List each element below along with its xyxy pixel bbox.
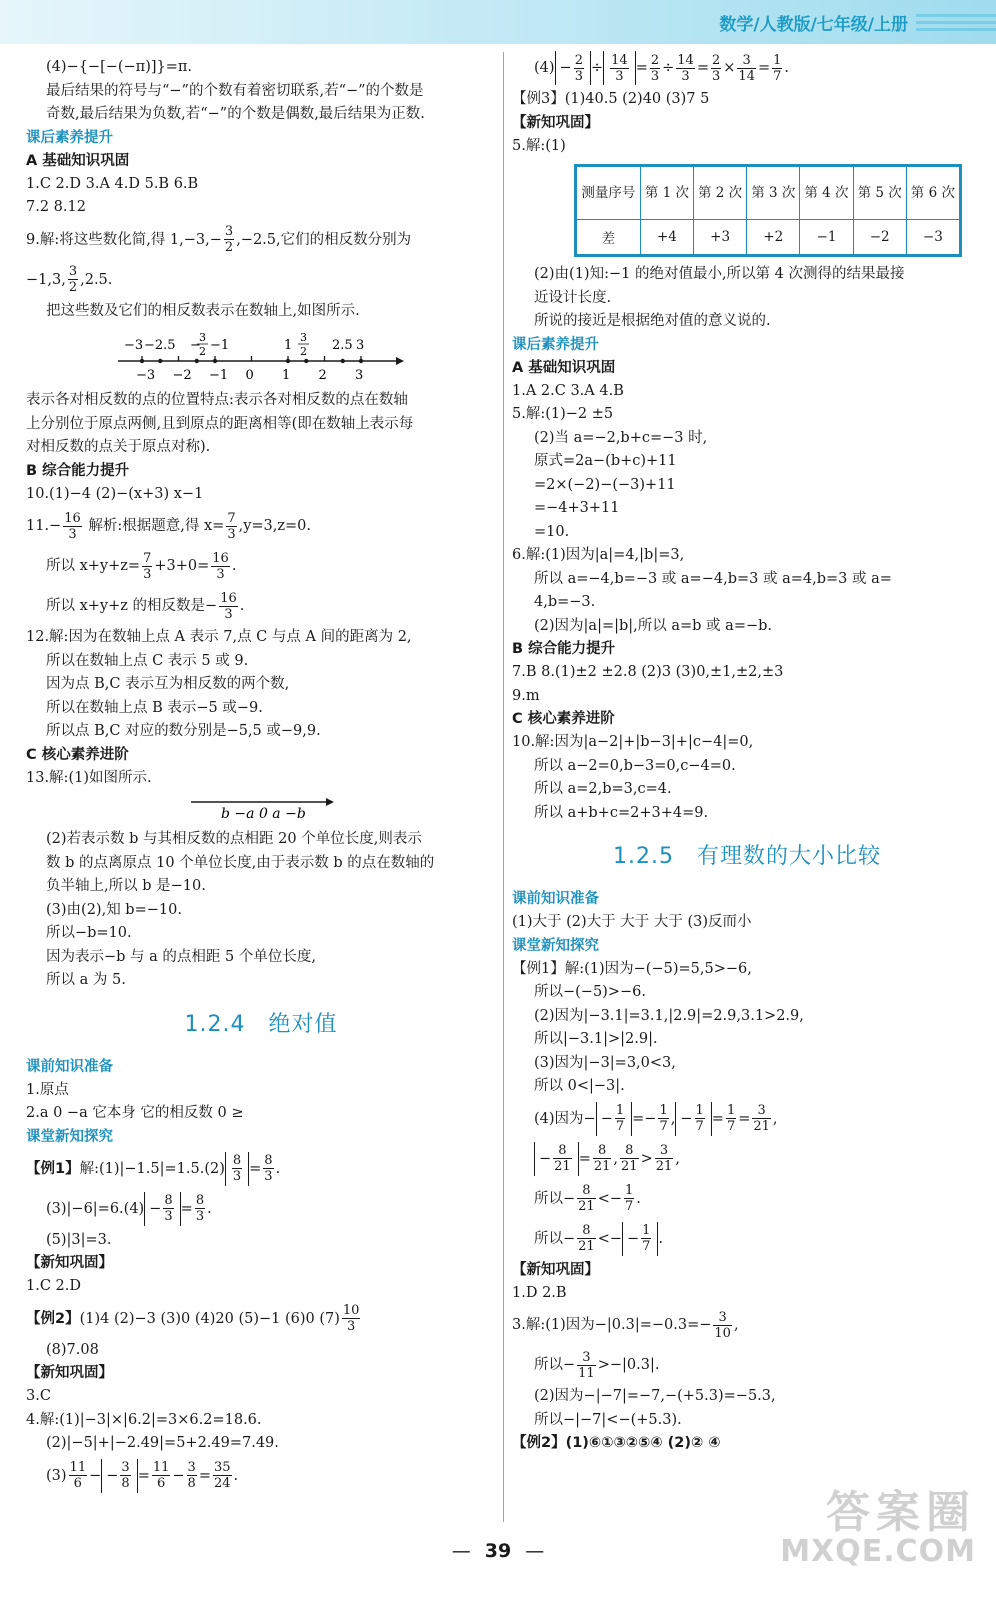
- dash-left: —: [451, 1540, 471, 1562]
- section-heading: 课前知识准备: [512, 891, 599, 907]
- fraction: $\frac{3}{21}$: [753, 1103, 770, 1134]
- text: ÷: [662, 60, 675, 76]
- text: =: [757, 60, 771, 76]
- text-line: 所以 a 为 5.: [46, 972, 126, 988]
- text-line: 3.C: [26, 1388, 51, 1404]
- formula-line: [26, 1299, 496, 1339]
- text-line: (3)因为|−3|=3,0<3,: [534, 1054, 676, 1071]
- text-line: 因为表示−b 与 a 的点相距 5 个单位长度,: [46, 948, 316, 965]
- text: 9.解:将这些数化简,得 1,−3,−: [26, 231, 222, 248]
- text-line: 【例2】(1)⑥①③②⑤④ (2)② ④: [512, 1435, 721, 1451]
- table-cell: +2: [747, 220, 800, 255]
- text: >: [640, 1150, 653, 1167]
- text: ×: [723, 60, 736, 76]
- subsection-heading: C 核心素养进阶: [512, 711, 615, 727]
- section-heading: 课堂新知探究: [512, 937, 599, 954]
- nl-label: −2.5: [144, 338, 176, 353]
- fraction: $\frac{3}{11}$: [578, 1349, 595, 1381]
- text: 所以−: [534, 1230, 576, 1247]
- text: ,−2.5,它们的相反数分别为: [236, 231, 412, 248]
- table-cell: 第 5 次: [853, 167, 906, 220]
- abs-value: $\frac{8}{3}$: [225, 1152, 249, 1186]
- formula-line: [512, 1219, 982, 1259]
- text: >−|0.3|.: [597, 1357, 660, 1373]
- fraction: $\frac{7}{3}$: [143, 550, 152, 582]
- text-line: 【例1】解:(1)因为−(−5)=5,5>−6,: [512, 960, 752, 977]
- text-line: (2)当 a=−2,b+c=−3 时,: [534, 429, 708, 446]
- number-line-figure: [26, 325, 496, 387]
- text-line: 因为点 B,C 表示互为相反数的两个数,: [46, 676, 290, 692]
- formula-line: [512, 1139, 982, 1179]
- text: =: [198, 1467, 211, 1484]
- fraction: $\frac{3}{10}$: [714, 1309, 731, 1341]
- fraction: $\frac{1}{7}$: [659, 1103, 668, 1134]
- nl-tick-label: −2: [172, 368, 192, 383]
- text-line: (2)因为−|−7|=−7,−(+5.3)=−5.3,: [534, 1388, 776, 1404]
- abs-value: − $\frac{1}{7}$: [675, 1102, 711, 1136]
- text-line: 【例3】(1)40.5 (2)40 (3)7 5: [512, 91, 710, 107]
- text: ÷: [590, 60, 604, 76]
- nl-tick-label: 2: [318, 368, 327, 383]
- fraction: $\frac{3}{14}$: [738, 52, 755, 84]
- text-line: 表示各对相反数的点的位置特点:表示各对相反数的点在数轴: [26, 392, 408, 408]
- header-subject: 数学/人教版/七年级/上册: [719, 15, 908, 35]
- formula-line: [26, 260, 496, 300]
- text-line: 1.A 2.C 3.A 4.B: [512, 382, 624, 399]
- table-cell: 第 1 次: [640, 167, 693, 220]
- formula-line: [26, 586, 496, 626]
- text: 所以 x+y+z=: [46, 558, 141, 574]
- text-line: 把这些数及它们的相反数表示在数轴上,如图所示.: [46, 302, 360, 319]
- text-line: 所以 0<|−3|.: [534, 1078, 625, 1094]
- text: ,: [772, 1110, 778, 1127]
- text: 解析:根据题意,得 x=: [83, 518, 225, 534]
- measurement-table: [574, 164, 962, 257]
- table-cell: −1: [800, 220, 853, 255]
- example-tag: 【例2】: [26, 1310, 80, 1327]
- fraction: $\frac{1}{7}$: [726, 1103, 736, 1134]
- subsection-heading: C 核心素养进阶: [26, 746, 129, 763]
- nl-tick-label: −1: [209, 368, 229, 383]
- text: .: [233, 1467, 239, 1484]
- text-line: 所说的接近是根据绝对值的意义说的.: [534, 313, 771, 329]
- text: .: [239, 598, 245, 614]
- nl-point: [195, 359, 199, 363]
- nl-label: 2.5: [332, 338, 353, 353]
- page-number-value: 39: [484, 1540, 512, 1562]
- section-heading: 课后素养提升: [26, 129, 113, 146]
- fraction: $\frac{2}{3}$: [650, 52, 660, 84]
- text-line: 6.解:(1)因为|a|=4,|b|=3,: [512, 547, 685, 563]
- formula-line: [512, 1099, 982, 1139]
- nl-tick-label: 3: [355, 368, 364, 383]
- nl-frac-den: 2: [300, 345, 307, 358]
- text-line: 2.a 0 −a 它本身 它的相反数 0 ≥: [26, 1105, 244, 1121]
- text: 所以−: [534, 1190, 576, 1207]
- nl-tick-label: 1: [282, 368, 291, 383]
- text-line: 5.解:(1): [512, 137, 566, 154]
- header-bar: [0, 0, 996, 44]
- table-cell: −2: [853, 220, 906, 255]
- consolidation-heading: 【新知巩固】: [26, 1255, 113, 1271]
- formula-line: [512, 1345, 982, 1385]
- text: ,y=3,z=0.: [238, 518, 312, 534]
- watermark-line2: MXQE.COM: [780, 1534, 976, 1569]
- section-heading: 课堂新知探究: [26, 1128, 113, 1145]
- text-line: 所以−b=10.: [46, 925, 132, 941]
- text-line: 1.C 2.D 3.A 4.D 5.B 6.B: [26, 175, 199, 192]
- number-line-svg-2: [26, 792, 496, 822]
- fraction: $\frac{14}{3}$: [677, 52, 694, 84]
- axis-arrow: [326, 798, 334, 806]
- text-line: 近设计长度.: [534, 289, 612, 306]
- fraction: $\frac{1}{7}$: [625, 1183, 634, 1214]
- text-line: 13.解:(1)如图所示.: [26, 769, 152, 786]
- abs-value: − $\frac{2}{3}$: [555, 51, 591, 85]
- text: =: [249, 1160, 262, 1177]
- axis-arrow: [396, 357, 404, 365]
- text: <−: [597, 1230, 623, 1247]
- text-line: (1)大于 (2)大于 大于 大于 (3)反而小: [512, 914, 752, 930]
- text: ,: [670, 1110, 676, 1127]
- text: −: [89, 1467, 102, 1484]
- nl-point: [304, 359, 308, 363]
- nl-label: 3: [356, 338, 365, 353]
- text-line: =2×(−2)−(−3)+11: [534, 476, 676, 493]
- abs-value: $\frac{14}{3}$: [603, 51, 636, 85]
- text-line: 对相反数的点关于原点对称).: [26, 439, 211, 455]
- nl-frac-num: 3: [199, 331, 206, 344]
- subsection-heading: B 综合能力提升: [512, 641, 616, 657]
- text: ,: [733, 1317, 739, 1333]
- fraction: $\frac{7}{3}$: [227, 510, 236, 542]
- nl-frac-num: 3: [300, 331, 307, 344]
- watermark-line1: 答案圈: [826, 1487, 976, 1538]
- text-line: 所以−|−7|<−(+5.3).: [534, 1411, 682, 1428]
- table-cell: 第 3 次: [747, 167, 800, 220]
- fraction: $\frac{11}{6}$: [69, 1460, 87, 1491]
- nl-label: −: [190, 338, 201, 353]
- text: =: [180, 1200, 193, 1217]
- text-line: (2)因为|a|=|b|,所以 a=b 或 a=−b.: [534, 617, 773, 634]
- text: +3+0=: [154, 558, 210, 574]
- text-line: 5.解:(1)−2 ±5: [512, 406, 614, 422]
- table-cell: −3: [906, 220, 959, 255]
- fraction: $\frac{10}{3}$: [342, 1303, 360, 1334]
- formula-line: [512, 1179, 982, 1219]
- nl-tick-label: 0: [245, 368, 254, 383]
- text-line: =10.: [534, 523, 570, 540]
- table-row: [577, 220, 960, 255]
- text: .: [636, 1190, 641, 1207]
- text-line: =−4+3+11: [534, 500, 620, 516]
- dash-right: —: [525, 1540, 545, 1562]
- fraction: $\frac{35}{24}$: [213, 1460, 231, 1491]
- fraction: $\frac{1}{7}$: [773, 52, 782, 84]
- consolidation-heading: 【新知巩固】: [512, 1261, 599, 1278]
- formula-line: [26, 1456, 496, 1496]
- text-line: 上分别位于原点两侧,且到原点的距离相等(即在数轴上表示每: [26, 415, 414, 432]
- text-line: (2)因为|−3.1|=3.1,|2.9|=2.9,3.1>2.9,: [534, 1007, 804, 1024]
- text-line: 原式=2a−(b+c)+11: [534, 453, 677, 469]
- text: <−: [597, 1190, 623, 1207]
- nl-tick-label: −3: [136, 368, 156, 383]
- nl-frac-den: 2: [199, 345, 206, 358]
- column-divider: [503, 52, 504, 1522]
- text-line: 10.解:因为|a−2|+|b−3|+|c−4|=0,: [512, 734, 754, 750]
- text-line: (5)|3|=3.: [46, 1231, 112, 1248]
- text-line: 所以在数轴上点 B 表示−5 或−9.: [46, 699, 263, 716]
- fraction: $\frac{8}{3}$: [264, 1153, 273, 1184]
- table-cell: 测量序号: [577, 167, 641, 220]
- text: .: [658, 1230, 664, 1247]
- text-line: (3)由(2),知 b=−10.: [46, 901, 182, 918]
- text: (1)4 (2)−3 (3)0 (4)20 (5)−1 (6)0 (7): [79, 1310, 340, 1327]
- text-line: 最后结果的符号与“−”的个数有着密切联系,若“−”的个数是: [46, 82, 424, 99]
- table-cell: 差: [577, 220, 641, 255]
- text: 解:(1)|−1.5|=1.5.(2): [79, 1160, 225, 1177]
- table-header-row: [577, 167, 960, 220]
- nl-point: [140, 359, 144, 363]
- section-title: 1.2.5 有理数的大小比较: [613, 844, 881, 869]
- text: =: [137, 1467, 150, 1484]
- formula-line: [26, 1189, 496, 1229]
- text-line: 7.2 8.12: [26, 199, 86, 215]
- fraction: $\frac{11}{6}$: [152, 1460, 170, 1491]
- text: 所以 x+y+z 的相反数是−: [46, 598, 218, 614]
- nl-point: [359, 359, 363, 363]
- abs-value: − $\frac{8}{3}$: [144, 1192, 180, 1226]
- text-line: 奇数,最后结果为负数,若“−”的个数是偶数,最后结果为正数.: [46, 106, 425, 122]
- table-cell: 第 2 次: [694, 167, 747, 220]
- text-line: 所以|−3.1|>|2.9|.: [534, 1031, 658, 1047]
- fraction: $\frac{16}{3}$: [64, 510, 81, 542]
- text: .: [784, 60, 790, 76]
- text: (3)|−6|=6.(4): [46, 1200, 145, 1217]
- formula-line: [512, 1305, 982, 1345]
- section-title: 1.2.4 绝对值: [184, 1011, 338, 1037]
- text-line: (2)若表示数 b 与其相反数的点相距 20 个单位长度,则表示: [46, 831, 422, 847]
- text-line: 1.原点: [26, 1081, 69, 1098]
- subsection-heading: A 基础知识巩固: [26, 152, 130, 169]
- text-line: 12.解:因为在数轴上点 A 表示 7,点 C 与点 A 间的距离为 2,: [26, 629, 412, 645]
- fraction: $\frac{3}{2}$: [224, 224, 234, 255]
- table: [576, 166, 960, 255]
- text-line: (4)−{−[−(−π)]}=π.: [46, 59, 193, 75]
- section-heading: 课后素养提升: [512, 336, 599, 353]
- text: .: [275, 1160, 281, 1177]
- text-line: 7.B 8.(1)±2 ±2.8 (2)3 (3)0,±1,±2,±3: [512, 664, 784, 680]
- abs-value: − $\frac{1}{7}$: [596, 1102, 632, 1136]
- nl-point: [286, 359, 290, 363]
- fraction: $\frac{16}{3}$: [212, 550, 229, 582]
- text: .: [207, 1200, 212, 1217]
- text-line: (8)7.08: [46, 1341, 99, 1358]
- text: −: [172, 1467, 185, 1484]
- formula-line: [26, 546, 496, 586]
- text: 所以−: [534, 1357, 576, 1373]
- nl-point: [158, 359, 162, 363]
- text: ,2.5.: [80, 271, 113, 288]
- text-line: 所以 a=−4,b=−3 或 a=−4,b=3 或 a=4,b=3 或 a=: [534, 570, 892, 587]
- fraction: $\frac{8}{21}$: [578, 1223, 595, 1254]
- right-column: [512, 52, 982, 1455]
- text: =: [635, 60, 648, 76]
- formula-line: [512, 48, 982, 88]
- text-line: 所以点 B,C 对应的数分别是−5,5 或−9,9.: [46, 723, 321, 739]
- number-line-figure-2: [26, 792, 496, 822]
- fraction: $\frac{8}{21}$: [578, 1183, 595, 1214]
- text-line: 所以 a+b+c=2+3+4=9.: [534, 804, 709, 821]
- text-line: (2)|−5|+|−2.49|=5+2.49=7.49.: [46, 1435, 279, 1451]
- text: =−: [632, 1110, 657, 1127]
- header-decoration: [916, 14, 996, 35]
- fraction: $\frac{3}{8}$: [187, 1460, 196, 1491]
- text: =: [578, 1150, 591, 1167]
- subsection-heading: A 基础知识巩固: [512, 359, 616, 376]
- text-line: 数 b 的点离原点 10 个单位长度,由于表示数 b 的点在数轴的: [46, 854, 435, 871]
- text: −1,3,: [26, 271, 66, 288]
- nl-point: [213, 359, 217, 363]
- fraction: $\frac{2}{3}$: [711, 52, 721, 84]
- text-line: 1.C 2.D: [26, 1278, 81, 1294]
- example-tag: 【例1】: [26, 1160, 80, 1177]
- consolidation-heading: 【新知巩固】: [26, 1365, 113, 1381]
- text: (4)因为−: [534, 1110, 596, 1127]
- text: (3): [46, 1467, 67, 1484]
- number-line-svg: [26, 325, 496, 387]
- abs-value: − $\frac{8}{21}$: [534, 1142, 579, 1176]
- nl-label: −1: [210, 338, 230, 353]
- text: (4): [534, 60, 555, 76]
- formula-line: [26, 1149, 496, 1189]
- text: =: [738, 1110, 751, 1127]
- text: 11.−: [26, 518, 62, 534]
- fraction: $\frac{16}{3}$: [220, 590, 237, 622]
- fraction: $\frac{3}{21}$: [655, 1143, 673, 1174]
- text: 3.解:(1)因为−|0.3|=−0.3=−: [512, 1317, 712, 1333]
- text: ,: [675, 1150, 680, 1167]
- text-line: 所以 a=2,b=3,c=4.: [534, 781, 672, 797]
- section-heading: 课前知识准备: [26, 1058, 113, 1075]
- text-line: 9.m: [512, 687, 540, 704]
- text-line: 1.D 2.B: [512, 1284, 567, 1301]
- fraction: $\frac{8}{21}$: [593, 1143, 611, 1174]
- consolidation-heading: 【新知巩固】: [512, 114, 599, 131]
- text: ,: [613, 1150, 619, 1167]
- nl-point: [341, 359, 345, 363]
- text-line: 所以在数轴上点 C 表示 5 或 9.: [46, 652, 249, 669]
- text-line: 10.(1)−4 (2)−(x+3) x−1: [26, 485, 204, 502]
- watermark: [780, 1476, 976, 1569]
- table-cell: +3: [694, 220, 747, 255]
- text: =: [711, 1110, 724, 1127]
- table-cell: 第 6 次: [906, 167, 959, 220]
- fraction: $\frac{3}{2}$: [68, 264, 78, 295]
- text-line: 负半轴上,所以 b 是−10.: [46, 878, 206, 894]
- subsection-heading: B 综合能力提升: [26, 462, 130, 479]
- text-line: 4.解:(1)|−3|×|6.2|=3×6.2=18.6.: [26, 1411, 262, 1428]
- table-cell: +4: [640, 220, 693, 255]
- text: =: [696, 60, 709, 76]
- abs-value: − $\frac{3}{8}$: [101, 1459, 137, 1493]
- formula-line: [26, 506, 496, 546]
- left-column: [26, 56, 496, 1496]
- nl-label: −3: [124, 338, 144, 353]
- text-line: 4,b=−3.: [534, 594, 596, 610]
- nl2-labels: b −a 0 a −b: [221, 806, 306, 822]
- fraction: $\frac{8}{3}$: [195, 1193, 205, 1224]
- text-line: (2)由(1)知:−1 的绝对值最小,所以第 4 次测得的结果最接: [534, 266, 905, 282]
- text-line: 所以−(−5)>−6.: [534, 984, 646, 1000]
- formula-line: [26, 220, 496, 260]
- fraction: $\frac{8}{21}$: [621, 1143, 638, 1174]
- nl-label: 1: [284, 338, 293, 353]
- table-cell: 第 4 次: [800, 167, 853, 220]
- text-line: 所以 a−2=0,b−3=0,c−4=0.: [534, 757, 736, 774]
- text: .: [231, 558, 237, 574]
- abs-value: − $\frac{1}{7}$: [622, 1222, 658, 1256]
